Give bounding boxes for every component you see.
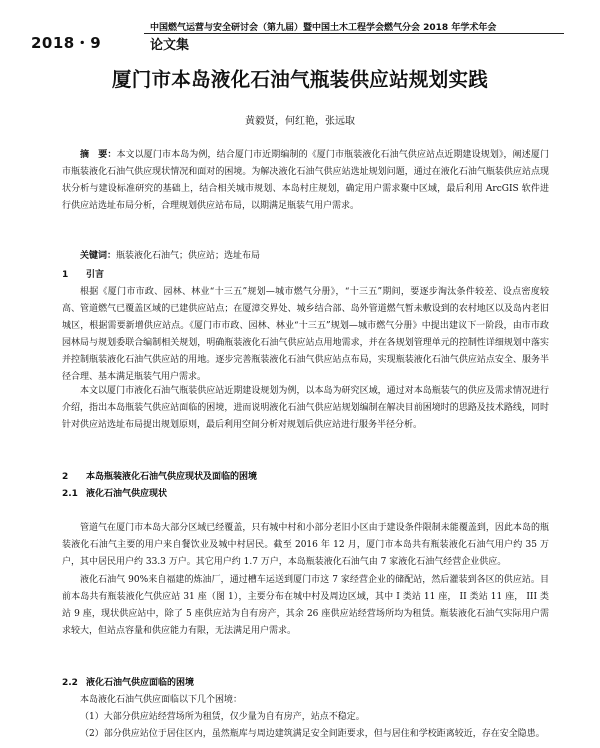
keywords-label: 关键词： xyxy=(80,251,117,261)
year-issue: 2018・9 xyxy=(31,34,102,52)
paragraph-intro-2: 本文以厦门市液化石油气瓶装供应站近期建设规划为例，以本岛为研究区域，通过对本岛瓶装气的供应及需求情况进行介绍，指出本岛瓶装气供应站面临的困境，进而说明液化石油气供应站规划编制在解决目前困境时的思路及技术路线，同时针对供应站选址布局提出规划原则，最后利用空间分析对规划后供应站进行服务半径分析。 xyxy=(62,386,549,430)
conference-header: 中国燃气运营与安全研讨会（第九届）暨中国土木工程学会燃气分会 2018 年学术年会 xyxy=(150,23,497,33)
list-item: （2）部分供应站位于居住区内，虽然瓶库与周边建筑满足安全间距要求，但与居住和学校距离较近，存在安全隐患。 xyxy=(80,729,545,739)
section-number: 2.2 xyxy=(62,678,78,688)
paragraph-difficulties: 本岛液化石油气供应面临以下几个困境： xyxy=(80,695,243,705)
subsection-heading-2-2 xyxy=(62,675,194,688)
header-rule xyxy=(144,33,564,34)
section-heading-2 xyxy=(62,469,257,482)
authors: 黄毅贤，何红艳，张远取 xyxy=(245,116,355,127)
paragraph-intro-1: 根据《厦门市市政、园林、林业“十三五”规划—城市燃气分册》，“十三五”期间，要逐步淘汰条件较差、设点密度较高、管道燃气已覆盖区域的已建供应站点；在厦漳交界处、城乡结合部、岛外管道燃气暂未敷设到的农村地区以及岛内老旧城区，根据需要新增供应站点。《厦门市市政、园林、林业“十三五”规划—城市燃气分册》中提出建议下一阶段，由市市政园林局与规划委联合编制相关规划，明确瓶装液化石油气供应站点用地需求，并在各规划管理单元的控制性详细规划中落实并控制瓶装液化石油气供应站的用地。逐步完善瓶装液化石油气供应站点布局，实现瓶装液化石油气供应站点安全、服务半径合理、基本满足瓶装气用户需求。 xyxy=(62,287,549,382)
keywords xyxy=(62,248,549,265)
section-heading-1 xyxy=(62,267,104,280)
section-number: 2 xyxy=(62,472,69,482)
section-number: 2.1 xyxy=(62,489,78,499)
list-item: （1）大部分供应站经营场所为租赁，仅少量为自有房产，站点不稳定。 xyxy=(80,712,365,722)
paper-title: 厦门市本岛液化石油气瓶装供应站规划实践 xyxy=(111,68,489,91)
abstract-text: 本文以厦门市本岛为例，结合厦门市近期编制的《厦门市瓶装液化石油气供应站点近期建设规划》，阐述厦门市瓶装液化石油气供应现状情况和面对的困境。为解决液化石油气供应站选址规划问题，通过在液化石油气瓶装供应站点现状分析与建设标准研究的基础上，结合相关城市规划、本岛村庄规划，确定用户需求聚中区域，最后利用 ArcGIS 软件进行供应站选址布局分析，合理规划供应站布局，以期满足瓶装气用户需求。 xyxy=(62,150,549,211)
section-number: 1 xyxy=(62,270,69,280)
paragraph-supply-1: 管道气在厦门市本岛大部分区域已经覆盖，只有城中村和小部分老旧小区由于建设条件限制未能覆盖到，因此本岛的瓶装液化石油气主要的用户来自餐饮业及城中村居民。截至 2016 年 12 月，厦门市本岛共有瓶装液化石油气用户约 35 万户，其中居民用户约 33.3 万户。其它用户约 1.7 万户，本岛瓶装液化石油气由 7 家液化石油气经营企业供应。 xyxy=(62,523,549,567)
abstract xyxy=(62,147,549,249)
section-title: 引言 xyxy=(86,270,105,280)
section-title: 液化石油气供应现状 xyxy=(86,489,168,499)
abstract-label: 摘 要： xyxy=(80,150,117,160)
section-title: 本岛瓶装液化石油气供应现状及面临的困境 xyxy=(86,472,258,482)
paragraph-supply-2: 液化石油气 90%来自福建的炼油厂，通过槽车运送到厦门市这 7 家经营企业的储配站，然后灌装到各区的供应站。目前本岛共有瓶装液化气供应站 31 座（图 1），主要分布在城中村及周边区域，其中 I 类站 11 座， II 类站 11 座， III 类站 9 座，现状供应站中，除了 5 座供应站为自有房产，其余 26 座供应站经营场所均为租赁。瓶装液化石油气实际用户需求较大，但站点容量和供应能力有限，无法满足用户需求。 xyxy=(62,575,549,636)
section-title: 液化石油气供应面临的困境 xyxy=(86,678,195,688)
keywords-text: 瓶装液化石油气；供应站；选址布局 xyxy=(116,251,261,261)
proceedings-label: 论文集 xyxy=(150,38,190,53)
subsection-heading-2-1 xyxy=(62,486,167,499)
